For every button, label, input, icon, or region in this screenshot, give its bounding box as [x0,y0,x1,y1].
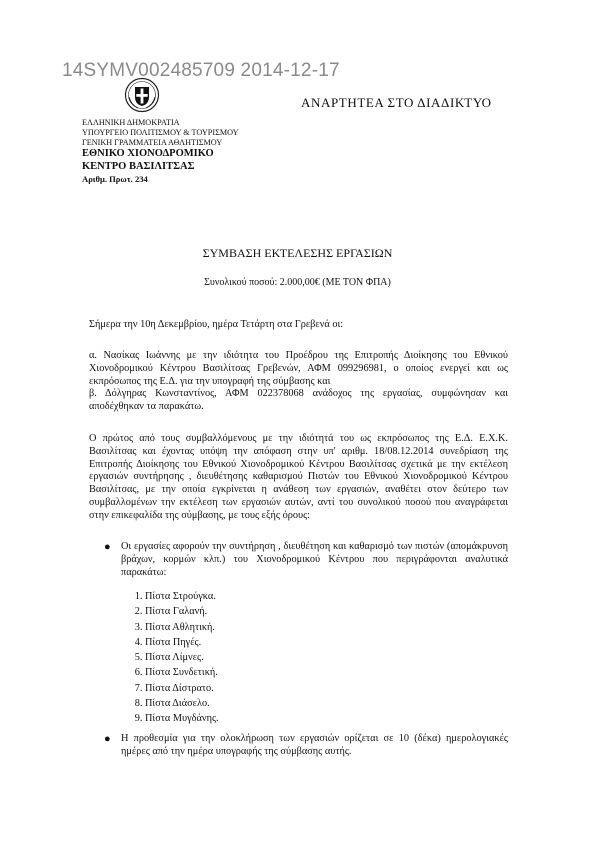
intro-text: Σήμερα την 10η Δεκεμβρίου, ημέρα Τετάρτη στα Γρεβενά οι: [89,319,344,330]
main-paragraph [89,433,508,523]
document-title: ΣΥΜΒΑΣΗ ΕΚΤΕΛΕΣΗΣ ΕΡΓΑΣΙΩΝ [202,246,393,260]
parties-section [89,350,508,414]
list-item: 7. Πίστα Δίστρατο. [145,681,219,696]
party-b-text: β. Δόλγηρας Κωνσταντίνος, ΑΦΜ 022378068 ανάδοχος της εργασίας, συμφώνησαν και αποδέχθηκαν τα παρακάτω. [89,388,508,413]
list-item: 4. Πίστα Πηγές. [145,635,219,650]
document-watermark: 14SYMV002485709 2014-12-17 [62,60,340,81]
greek-coat-of-arms-icon [124,77,160,113]
header-line-republic: ΕΛΛΗΝΙΚΗ ΔΗΜΟΚΡΑΤΙΑ [82,118,180,127]
main-paragraph-text: Ο πρώτος από τους συμβαλλόμενους με την ιδιότητά του ως εκπρόσωπος της Ε.Δ. Ε.Χ.Κ. Βασιλίτσας και έχοντας υπόψη την απόφαση στην υπ' αριθμ. 18/08.12.2014 συνεδρίαση της Επιτροπής Διοίκησης του Εθνικού Χιονοδρομικού Κέντρου Βασιλίτσας σχετικά με την εκτέλεση εργασιών συντήρησης , διευθέτησης καθαρισμού Πιστών του Εθνικού Χιονοδρομικού Κέντρου Βασιλίτσας, με την οποία εγκρίνεται η ανάθεση των εργασιών, αναθέτει στον δεύτερο των συμβαλλομένων την εκτέλεση των εργασιών αυτών, αντί του συνολικού ποσού που αναγράφεται στην επικεφαλίδα της σύμβασης, με τους εξής όρους: [89,433,508,521]
bullet-dot-icon: ● [104,541,111,553]
header-line-ministry: ΥΠΟΥΡΓΕΙΟ ΠΟΛΙΤΙΣΜΟΥ & ΤΟΥΡΙΣΜΟΥ [82,128,239,137]
bullet-1-text: Οι εργασίες αφορούν την συντήρηση , διευθέτηση και καθαρισμό των πιστών (απομάκρυνση βράχων, κορμών κλπ.) του Χιονοδρομικού Κέντρου που περιγράφονται αναλυτικά παρακάτω: [121,541,508,578]
header-organization-line1: ΕΘΝΙΚΟ ΧΙΟΝΟΔΡΟΜΙΚΟ [82,148,214,159]
ski-courts-list [119,589,219,727]
bullet-2-text: Η προθεσμία για την ολοκλήρωση των εργασιών ορίζεται σε 10 (δέκα) ημερολογιακές ημέρες από την ημέρα υπογραφής της σύμβασης αυτής. [121,733,508,757]
total-cost-line: Συνολικού ποσού: 2.000,00€ (ΜΕ ΤΟΝ ΦΠΑ) [204,277,391,288]
online-posting-label: ΑΝΑΡΤΗΤΕΑ ΣΤΟ ΔΙΑΔΙΚΤΥΟ [301,95,492,110]
list-item: 8. Πίστα Διάσελο. [145,696,219,711]
protocol-number: Αριθμ. Πρωτ. 234 [82,174,148,184]
header-organization-line2: ΚΕΝΤΡΟ ΒΑΣΙΛΙΤΣΑΣ [82,160,195,172]
intro-paragraph [89,319,508,332]
terms-bullet-1 [104,541,508,579]
party-a-text: α. Νασίκας Ιωάννης με την ιδιότητα του Προέδρου της Επιτροπής Διοίκησης του Εθνικού Χιονοδρομικού Κέντρου Βασιλίτσας Γρεβενών, ΑΦΜ 099296981, ο οποίος ενεργεί και ως εκπρόσωπος της Ε.Δ. για την υπογραφή της σύμβασης και [89,350,508,387]
header-line-secretariat: ΓΕΝΙΚΗ ΓΡΑΜΜΑΤΕΙΑ ΑΘΛΗΤΙΣΜΟΥ [82,138,223,147]
bullet-dot-icon: ● [104,733,111,745]
document-header [82,118,239,185]
list-item: 1. Πίστα Στρούγκα. [145,589,219,604]
list-item: 6. Πίστα Συνδετική. [145,665,219,680]
terms-bullet-2 [104,733,508,759]
list-item: 2. Πίστα Γαλανή. [145,604,219,619]
list-item: 5. Πίστα Λίμνες. [145,650,219,665]
list-item: 9. Πίστα Μυγδάνης. [145,711,219,726]
list-item: 3. Πίστα Αθλητική. [145,620,219,635]
